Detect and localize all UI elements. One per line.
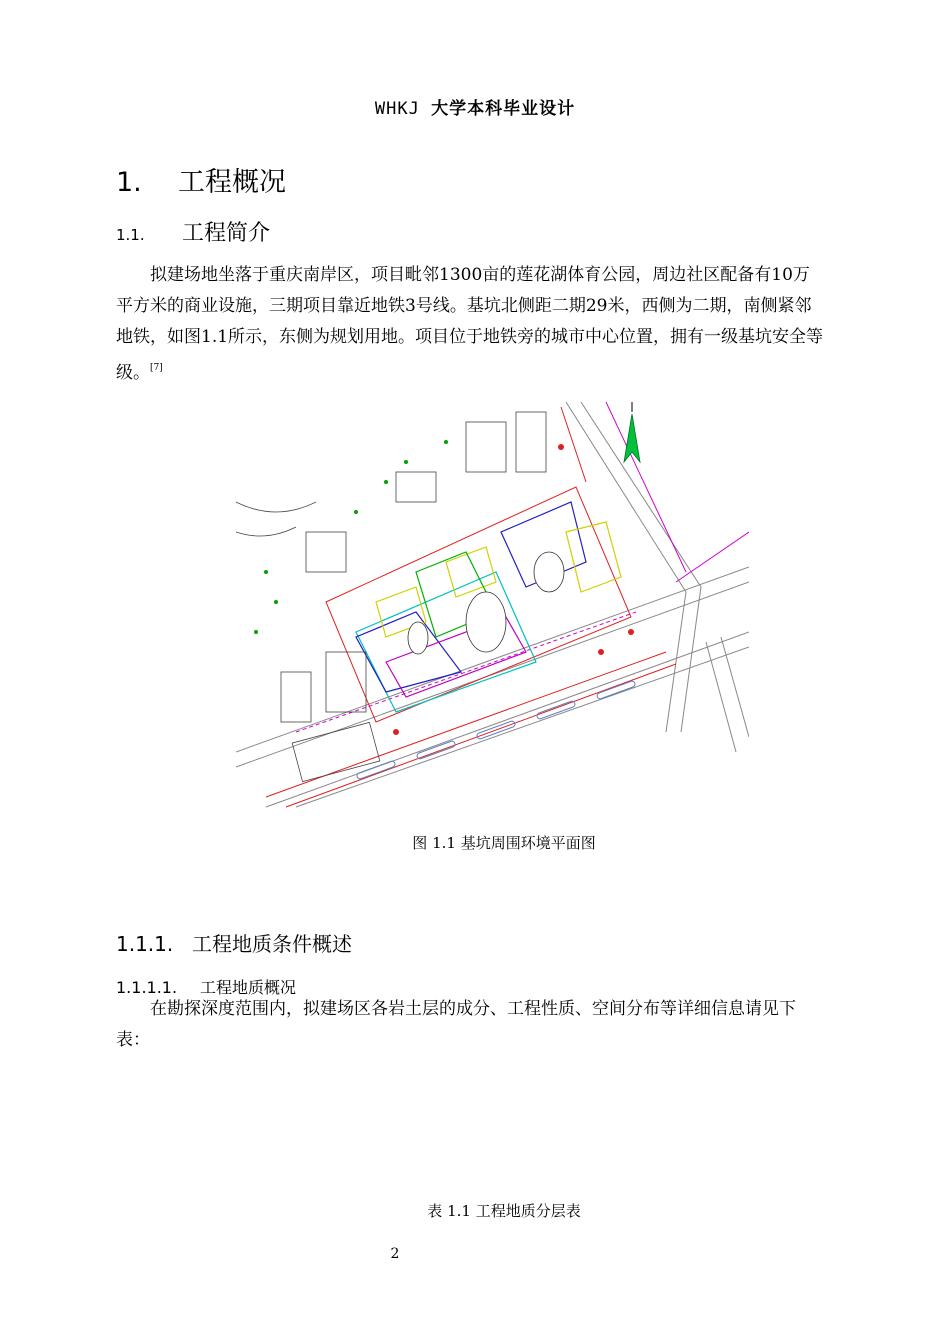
figure-caption: 图 1.1 基坑周围环境平面图 [412,834,596,852]
table-caption: 表 1.1 工程地质分层表 [427,1202,581,1220]
north-arrow-icon [624,402,640,462]
citation-ref: [7] [150,363,163,373]
geology-paragraph-text: 在勘探深度范围内，拟建场区各岩土层的成分、工程性质、空间分布等详细信息请见下表： [116,999,796,1050]
heading-4-text: 工程地质概况 [200,978,297,997]
heading-1 [116,160,286,199]
header-title: 大学本科毕业设计 [431,99,576,119]
header-prefix: WHKJ [374,99,432,119]
intro-paragraph [116,260,826,389]
geology-paragraph [116,994,826,1056]
site-plan-figure [236,402,749,809]
heading-4-number: 1.1.1.1. [116,978,178,997]
red-markers [393,444,634,735]
heading-3-number: 1.1.1. [116,932,174,956]
heading-3 [116,928,352,957]
magenta-lines [296,402,749,732]
intro-paragraph-text: 拟建场地坐落于重庆南岸区，项目毗邻1300亩的莲花湖体育公园，周边社区配备有10万平方米的商业设施，三期项目靠近地铁3号线。基坑北侧距二期29米，西侧为二期，南侧紧邻地铁，如图1.1所示，东侧为规划用地。项目位于地铁旁的城市中心位置，拥有一级基坑安全等级。 [116,265,824,383]
page-number: 2 [390,1246,400,1262]
heading-1-number: 1. [116,167,142,198]
heading-2-text: 工程简介 [182,221,271,246]
heading-1-text: 工程概况 [178,167,286,198]
hatched-areas [408,552,564,654]
heading-2-number: 1.1. [116,226,145,244]
heading-2 [116,216,270,247]
heading-3-text: 工程地质条件概述 [192,932,352,956]
page-header [0,94,950,119]
